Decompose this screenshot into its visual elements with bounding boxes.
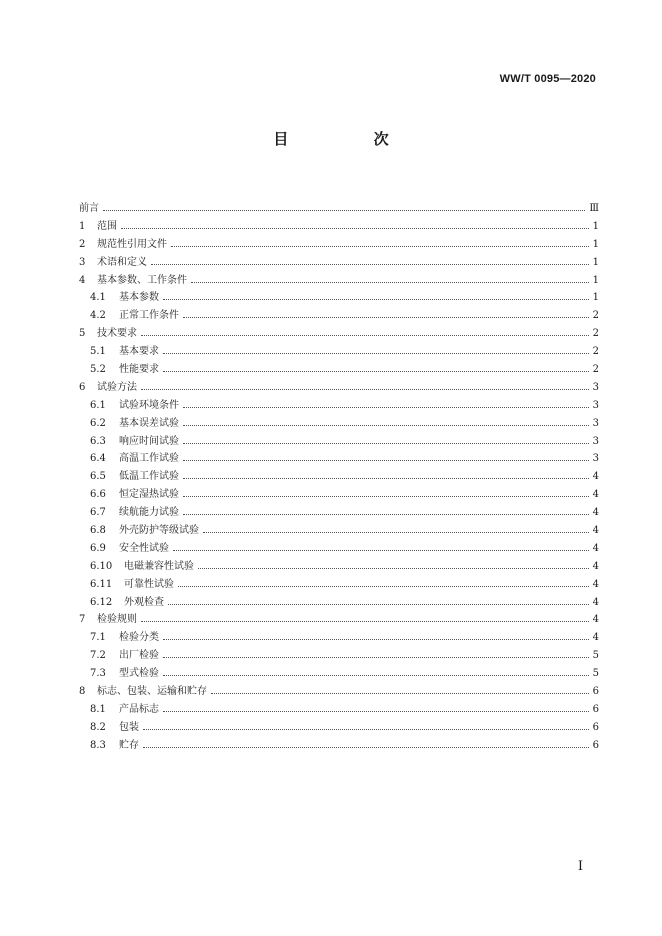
toc-leader-dots	[183, 477, 589, 479]
toc-entry-page: 4	[592, 596, 599, 608]
toc-entry-title: 正常工作条件	[119, 310, 179, 322]
toc-entry-title: 检验分类	[119, 632, 159, 644]
toc-entry-title: 产品标志	[119, 703, 159, 715]
toc-leader-dots	[183, 495, 589, 497]
toc-entry[interactable]	[79, 611, 599, 629]
toc-entry[interactable]	[79, 307, 599, 325]
toc-entry-page: 2	[592, 364, 599, 376]
toc-entry-page: 6	[592, 686, 599, 698]
toc-leader-dots	[103, 209, 585, 211]
toc-leader-dots	[171, 245, 589, 247]
toc-entry[interactable]	[79, 254, 599, 272]
toc-entry[interactable]	[79, 379, 599, 397]
toc-entry-title: 技术要求	[97, 328, 137, 340]
toc-entry-number: 8.2	[90, 721, 106, 733]
toc-entry[interactable]	[79, 540, 599, 558]
toc-leader-dots	[198, 567, 589, 569]
toc-entry-title: 性能要求	[119, 364, 159, 376]
toc-entry-number: 6.10	[90, 560, 113, 572]
toc-entry-title: 贮存	[119, 739, 139, 751]
toc-leader-dots	[163, 710, 589, 712]
table-of-contents	[79, 200, 599, 755]
page-number: I	[577, 859, 583, 874]
toc-entry-title: 基本参数	[119, 292, 159, 304]
toc-entry-number: 7.2	[90, 650, 106, 662]
toc-entry[interactable]	[79, 343, 599, 361]
toc-entry-number: 6.8	[90, 525, 106, 537]
toc-entry-title: 出厂检验	[119, 650, 159, 662]
toc-leader-dots	[163, 298, 589, 300]
toc-entry-title: 术语和定义	[97, 256, 147, 268]
toc-entry-title: 安全性试验	[119, 542, 169, 554]
toc-entry-page: 4	[592, 578, 599, 590]
toc-entry-page: 4	[592, 471, 599, 483]
toc-leader-dots	[168, 603, 589, 605]
page-title: 目 次	[273, 130, 429, 148]
toc-entry-number: 5.2	[90, 364, 106, 376]
toc-entry-title: 前言	[79, 203, 99, 214]
toc-entry-number: 6.6	[90, 489, 106, 501]
toc-entry-number: 6.3	[90, 435, 106, 447]
toc-entry-number: 8.3	[90, 739, 106, 751]
toc-leader-dots	[183, 316, 589, 318]
toc-entry-number: 6.4	[90, 453, 106, 465]
toc-leader-dots	[183, 424, 589, 426]
toc-entry-page: 4	[592, 507, 599, 519]
toc-entry-number: 3	[79, 256, 86, 268]
toc-leader-dots	[163, 352, 589, 354]
toc-entry-title: 基本参数、工作条件	[97, 274, 187, 286]
toc-entry-title: 外观检查	[124, 596, 164, 608]
toc-leader-dots	[183, 513, 589, 515]
toc-entry[interactable]	[79, 522, 599, 540]
toc-entry-page: 1	[592, 220, 599, 232]
toc-entry-page: 5	[592, 668, 599, 680]
toc-entry-number: 6.12	[90, 596, 113, 608]
toc-entry-number: 6.2	[90, 417, 106, 429]
toc-entry[interactable]	[79, 325, 599, 343]
toc-entry-number: 6.11	[90, 578, 113, 590]
toc-entry-number: 4	[79, 274, 86, 286]
toc-entry[interactable]	[79, 415, 599, 433]
toc-entry[interactable]	[79, 737, 599, 755]
toc-leader-dots	[151, 263, 589, 265]
toc-entry-title: 可靠性试验	[124, 578, 174, 590]
toc-entry[interactable]	[79, 665, 599, 683]
toc-entry-title: 型式检验	[119, 668, 159, 680]
toc-entry[interactable]	[79, 594, 599, 612]
toc-entry[interactable]	[79, 289, 599, 307]
toc-entry-page: 3	[592, 435, 599, 447]
toc-entry-page: 4	[592, 542, 599, 554]
toc-entry-page: 4	[592, 489, 599, 501]
toc-entry-number: 5.1	[90, 346, 106, 358]
toc-leader-dots	[163, 674, 589, 676]
toc-entry[interactable]	[79, 433, 599, 451]
toc-entry-page: 2	[592, 346, 599, 358]
toc-entry-number: 6.1	[90, 399, 106, 411]
toc-entry[interactable]	[79, 683, 599, 701]
toc-entry-title: 外壳防护等级试验	[119, 525, 199, 537]
toc-leader-dots	[141, 334, 589, 336]
toc-entry-number: 6.5	[90, 471, 106, 483]
toc-leader-dots	[121, 227, 589, 229]
toc-leader-dots	[178, 585, 589, 587]
toc-leader-dots	[173, 549, 589, 551]
toc-entry[interactable]	[79, 558, 599, 576]
toc-entry-number: 8.1	[90, 703, 106, 715]
toc-entry-page: 4	[592, 614, 599, 626]
toc-entry-title: 标志、包装、运输和贮存	[97, 686, 207, 698]
toc-entry-title: 试验方法	[97, 381, 137, 393]
toc-entry-title: 检验规则	[97, 614, 137, 626]
toc-entry[interactable]	[79, 272, 599, 290]
toc-leader-dots	[183, 459, 589, 461]
toc-entry[interactable]	[79, 236, 599, 254]
toc-entry-number: 1	[79, 220, 86, 232]
toc-leader-dots	[163, 370, 589, 372]
toc-entry-title: 包装	[119, 721, 139, 733]
toc-entry-number: 4.1	[90, 292, 106, 304]
toc-leader-dots	[163, 638, 589, 640]
toc-entry-title: 高温工作试验	[119, 453, 179, 465]
toc-entry[interactable]	[79, 719, 599, 737]
toc-entry-number: 6.7	[90, 507, 106, 519]
toc-entry[interactable]	[79, 701, 599, 719]
toc-entry-page: 6	[592, 703, 599, 715]
toc-entry-page: Ⅲ	[589, 203, 599, 214]
toc-entry-page: 6	[592, 739, 599, 751]
toc-entry-page: 1	[592, 274, 599, 286]
toc-entry[interactable]	[79, 468, 599, 486]
toc-entry-number: 5	[79, 328, 86, 340]
toc-entry-number: 7	[79, 614, 86, 626]
toc-entry-title: 范围	[97, 220, 117, 232]
toc-leader-dots	[191, 281, 589, 283]
toc-entry-title: 基本误差试验	[119, 417, 179, 429]
toc-entry-page: 5	[592, 650, 599, 662]
toc-entry-page: 2	[592, 328, 599, 340]
toc-entry-page: 1	[592, 256, 599, 268]
toc-entry-number: 6	[79, 381, 86, 393]
toc-leader-dots	[141, 620, 589, 622]
toc-entry-page: 3	[592, 417, 599, 429]
toc-leader-dots	[203, 531, 589, 533]
toc-entry-title: 续航能力试验	[119, 507, 179, 519]
toc-leader-dots	[163, 656, 589, 658]
toc-leader-dots	[143, 746, 589, 748]
toc-leader-dots	[183, 406, 589, 408]
toc-entry[interactable]	[79, 450, 599, 468]
toc-entry-number: 7.1	[90, 632, 106, 644]
toc-entry[interactable]	[79, 504, 599, 522]
toc-entry[interactable]	[79, 200, 599, 218]
toc-entry-page: 3	[592, 453, 599, 465]
toc-entry-page: 4	[592, 560, 599, 572]
toc-entry-number: 8	[79, 686, 86, 698]
toc-entry[interactable]	[79, 647, 599, 665]
toc-entry[interactable]	[79, 576, 599, 594]
toc-entry-page: 2	[592, 310, 599, 322]
toc-entry[interactable]	[79, 218, 599, 236]
toc-entry-page: 6	[592, 721, 599, 733]
toc-leader-dots	[183, 442, 589, 444]
toc-entry-title: 电磁兼容性试验	[124, 560, 194, 572]
toc-entry-title: 基本要求	[119, 346, 159, 358]
toc-entry-title: 响应时间试验	[119, 435, 179, 447]
toc-entry-number: 6.9	[90, 542, 106, 554]
toc-entry-page: 4	[592, 632, 599, 644]
toc-entry-title: 恒定湿热试验	[119, 489, 179, 501]
toc-entry-title: 低温工作试验	[119, 471, 179, 483]
toc-entry-page: 3	[592, 381, 599, 393]
toc-entry-number: 7.3	[90, 668, 106, 680]
toc-entry-title: 规范性引用文件	[97, 238, 167, 250]
toc-leader-dots	[141, 388, 589, 390]
toc-entry[interactable]	[79, 486, 599, 504]
toc-entry-page: 3	[592, 399, 599, 411]
toc-leader-dots	[143, 728, 589, 730]
toc-entry[interactable]	[79, 629, 599, 647]
toc-entry-number: 2	[79, 238, 86, 250]
toc-entry-number: 4.2	[90, 310, 106, 322]
toc-entry-page: 4	[592, 525, 599, 537]
toc-entry-title: 试验环境条件	[119, 399, 179, 411]
toc-entry-page: 1	[592, 292, 599, 304]
toc-entry-page: 1	[592, 238, 599, 250]
toc-leader-dots	[211, 692, 589, 694]
toc-entry[interactable]	[79, 361, 599, 379]
standard-code: WW/T 0095—2020	[499, 73, 596, 85]
toc-entry[interactable]	[79, 397, 599, 415]
